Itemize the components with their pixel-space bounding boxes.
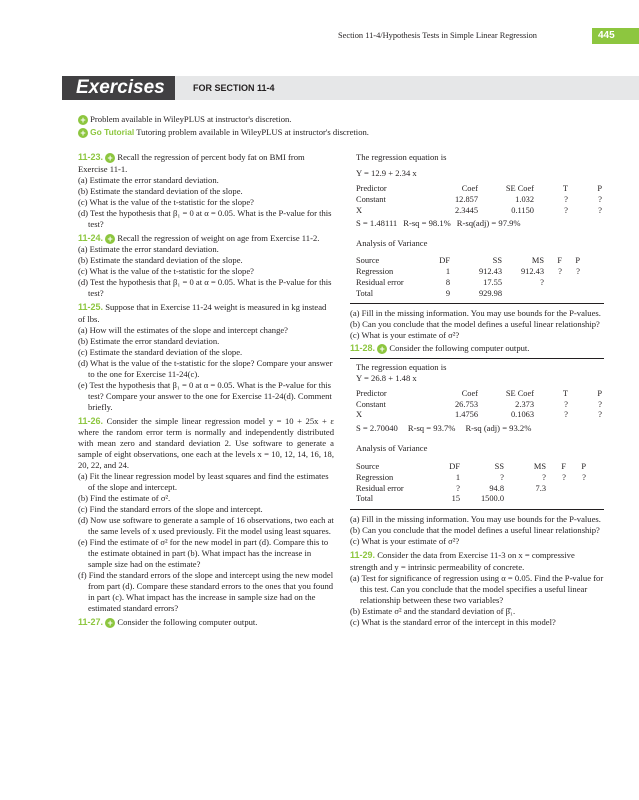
exercise-11-29: 11-29. Consider the data from Exercise 11-3 on x = compressive strength and y = intrinsic permeability of concrete. (a) Test for significance of regression using α = 0.05. Find the P-value for this test. Can you conclude that the model specifies a useful linear relationship between these two variables? (b) Estimate σ² and the standard deviation of β̂₁. (c) What is the standard error of the intercept in this model?: [350, 550, 604, 627]
plus-icon: +: [105, 153, 115, 163]
exercise-11-28: 11-28. + Consider the following computer output.: [350, 343, 530, 355]
list-item: (d) What is the value of the t-statistic for the slope? Compare your answer to the one for Exercise 11-24(c).: [78, 357, 333, 379]
exercise-11-24: 11-24. + Recall the regression of weight on age from Exercise 11-2. (a) Estimate the error standard deviation. (b) Estimate the standard deviation of the slope. (c) What is the value of the t-statistic for the slope? (d) Test the hypothesis that β₁ = 0 at α = 0.05. What is the P-value for this test?: [78, 233, 334, 300]
exercise-11-28-questions: [350, 514, 604, 547]
list-item: (c) What is your estimate of σ²?: [350, 330, 460, 341]
divider: [350, 358, 604, 359]
plus-icon: +: [105, 618, 115, 628]
computer-output-1: The regression equation is Y = 12.9 + 2.34 x Predictor Coef SE Coef T P Constant 12.857 1.032 ? ? X 2.3445 0.1150 ? ? S = 1.48111 R-sq = 98.1% R-sq(adj) = 97.9% Analysis of Variance Source DF SS MS F P Regression 1 912.43 912.43 ? ? Residual error 8 17.55 ? Total 9 929.98: [356, 152, 602, 298]
list-item: (a) How will the estimates of the slope and intercept change?: [78, 324, 288, 335]
list-item: (d) Now use software to generate a sample of 16 observations, two each at the same levels of x used previously. Fit the model using least squares.: [78, 515, 334, 537]
exercise-11-27: 11-27. + Consider the following computer output.: [78, 617, 258, 629]
list-item: (c) What is the value of the t-statistic for the slope?: [78, 266, 254, 277]
list-item: (c) Find the standard errors of the slope and intercept.: [78, 504, 263, 515]
computer-output-2: The regression equation is Y = 26.8 + 1.48 x Predictor Coef SE Coef T P Constant 26.753 2.373 ? ? X 1.4756 0.1063 ? ? S = 2.70040 R-sq = 93.7% R-sq (adj) = 93.2% Analysis of Variance Source DF SS MS F P Regression 1 ? ? ? ? Residual error ? 94.8 7.3 Total 15 1500.0: [356, 361, 602, 504]
anova-table: Source DF SS MS F P Regression 1 ? ? ? ? Residual error ? 94.8 7.3 Total 15 1500.0: [356, 462, 586, 504]
plus-icon: +: [78, 128, 88, 138]
plus-icon: +: [105, 234, 115, 244]
tutorial-note: + Go Tutorial Tutoring problem available in WileyPLUS at instructor's discretion.: [78, 127, 369, 138]
list-item: (d) Test the hypothesis that β₁ = 0 at α = 0.05. What is the P-value for this test?: [78, 207, 332, 229]
right-column: [350, 152, 604, 628]
divider: [350, 303, 604, 304]
exercises-title: Exercises: [62, 76, 175, 100]
predictor-table: Predictor Coef SE Coef T P Constant 12.857 1.032 ? ? X 2.3445 0.1150 ? ?: [356, 184, 602, 215]
list-item: (a) Fill in the missing information. You may use bounds for the P-values.: [350, 514, 601, 525]
list-item: (f) Find the standard errors of the slope and intercept using the new model from part (d). Compare these standard errors to the ones that you found in part (c). What impact has the increase in sample size had on the estimated standard errors?: [78, 570, 334, 614]
left-column: [78, 152, 334, 632]
list-item: (a) Estimate the error standard deviation.: [78, 244, 219, 255]
list-item: (d) Test the hypothesis that β₁ = 0 at α = 0.05. What is the P-value for this test?: [78, 277, 332, 299]
plus-icon: +: [377, 344, 387, 354]
list-item: (b) Estimate the standard deviation of the slope.: [78, 185, 243, 196]
exercise-11-23: 11-23. + Recall the regression of percent body fat on BMI from Exercise 11-1. (a) Estimate the error standard deviation. (b) Estimate the standard deviation of the slope. (c) What is the value of the t-statistic for the slope? (d) Test the hypothesis that β₁ = 0 at α = 0.05. What is the P-value for this test?: [78, 152, 334, 230]
wileyplus-note: + Problem available in WileyPLUS at instructor's discretion.: [78, 114, 291, 125]
running-header: Section 11-4/Hypothesis Tests in Simple Linear Regression: [338, 31, 537, 40]
exercise-11-25: 11-25. Suppose that in Exercise 11-24 weight is measured in kg instead of lbs. (a) How will the estimates of the slope and intercept change? (b) Estimate the error standard deviation. (c) Estimate the standard deviation of the slope. (d) What is the value of the t-statistic for the slope? Compare your answer to the one for Exercise 11-24(c). (e) Test the hypothesis that β₁ = 0 at α = 0.05. What is the P-value for this test? Compare your answer to the one for Exercise 11-24(d). Comment briefly.: [78, 302, 333, 412]
predictor-table: Predictor Coef SE Coef T P Constant 26.753 2.373 ? ? X 1.4756 0.1063 ? ?: [356, 388, 602, 420]
list-item: (a) Fill in the missing information. You may use bounds for the P-values.: [350, 308, 601, 319]
list-item: (e) Test the hypothesis that β₁ = 0 at α = 0.05. What is the P-value for this test? Compare your answer to the one for Exercise 11-24(d). Comment briefly.: [78, 379, 332, 412]
list-item: (b) Can you conclude that the model defines a useful linear relationship?: [350, 525, 600, 536]
list-item: (c) What is your estimate of σ²?: [350, 536, 460, 547]
go-tutorial-label: Go Tutorial: [90, 127, 135, 137]
list-item: (a) Test for significance of regression using α = 0.05. Find the P-value for this test. Can you conclude that the model specifies a useful linear relationship between these two variables?: [350, 572, 604, 605]
list-item: (b) Estimate σ² and the standard deviation of β̂₁.: [350, 605, 516, 616]
list-item: (c) Estimate the standard deviation of the slope.: [78, 346, 243, 357]
exercise-11-27-questions: [350, 308, 604, 341]
plus-icon: +: [78, 115, 88, 125]
list-item: (c) What is the standard error of the intercept in this model?: [350, 616, 556, 627]
list-item: (a) Fit the linear regression model by least squares and find the estimates of the slope and intercept.: [78, 471, 329, 493]
page-number: 445: [592, 28, 639, 44]
fit-summary: S = 1.48111 R-sq = 98.1% R-sq(adj) = 97.9%: [356, 218, 521, 229]
list-item: (b) Estimate the error standard deviation.: [78, 335, 220, 346]
divider: [350, 509, 604, 510]
list-item: (b) Estimate the standard deviation of the slope.: [78, 255, 243, 266]
fit-summary: S = 2.70040 R-sq = 93.7% R-sq (adj) = 93.2%: [356, 423, 532, 434]
list-item: (a) Estimate the error standard deviation.: [78, 174, 219, 185]
list-item: (b) Can you conclude that the model defines a useful linear relationship?: [350, 319, 600, 330]
exercise-11-26: 11-26. Consider the simple linear regression model y = 10 + 25x + ε where the random error term is normally and independently distributed with mean zero and standard deviation 2. Use software to generate a sample of eight observations, one each at the levels x = 10, 12, 14, 16, 18, 20, 22, and 24. (a) Fit the linear regression model by least squares and find the estimates of the slope and intercept. (b) Find the estimate of σ². (c) Find the standard errors of the slope and intercept. (d) Now use software to generate a sample of 16 observations, two each at the same levels of x used previously. Fit the model using least squares. (e) Find the estimate of σ² for the new model in part (d). Compare this to the estimate obtained in part (b). What impact has the increase in sample size had on the estimate? (f) Find the standard errors of the slope and intercept using the new model from part (d). Compare these standard errors to the ones that you found in part (c). What impact has the increase in sample size had on the estimated standard errors?: [78, 415, 334, 614]
anova-table: Source DF SS MS F P Regression 1 912.43 912.43 ? ? Residual error 8 17.55 ? Total 9 929.98: [356, 256, 580, 298]
list-item: (c) What is the value of the t-statistic for the slope?: [78, 196, 254, 207]
section-label: FOR SECTION 11-4: [193, 83, 275, 93]
list-item: (e) Find the estimate of σ² for the new model in part (d). Compare this to the estimate obtained in part (b). What impact has the increase in sample size had on the estimate?: [78, 537, 329, 570]
list-item: (b) Find the estimate of σ².: [78, 493, 171, 504]
